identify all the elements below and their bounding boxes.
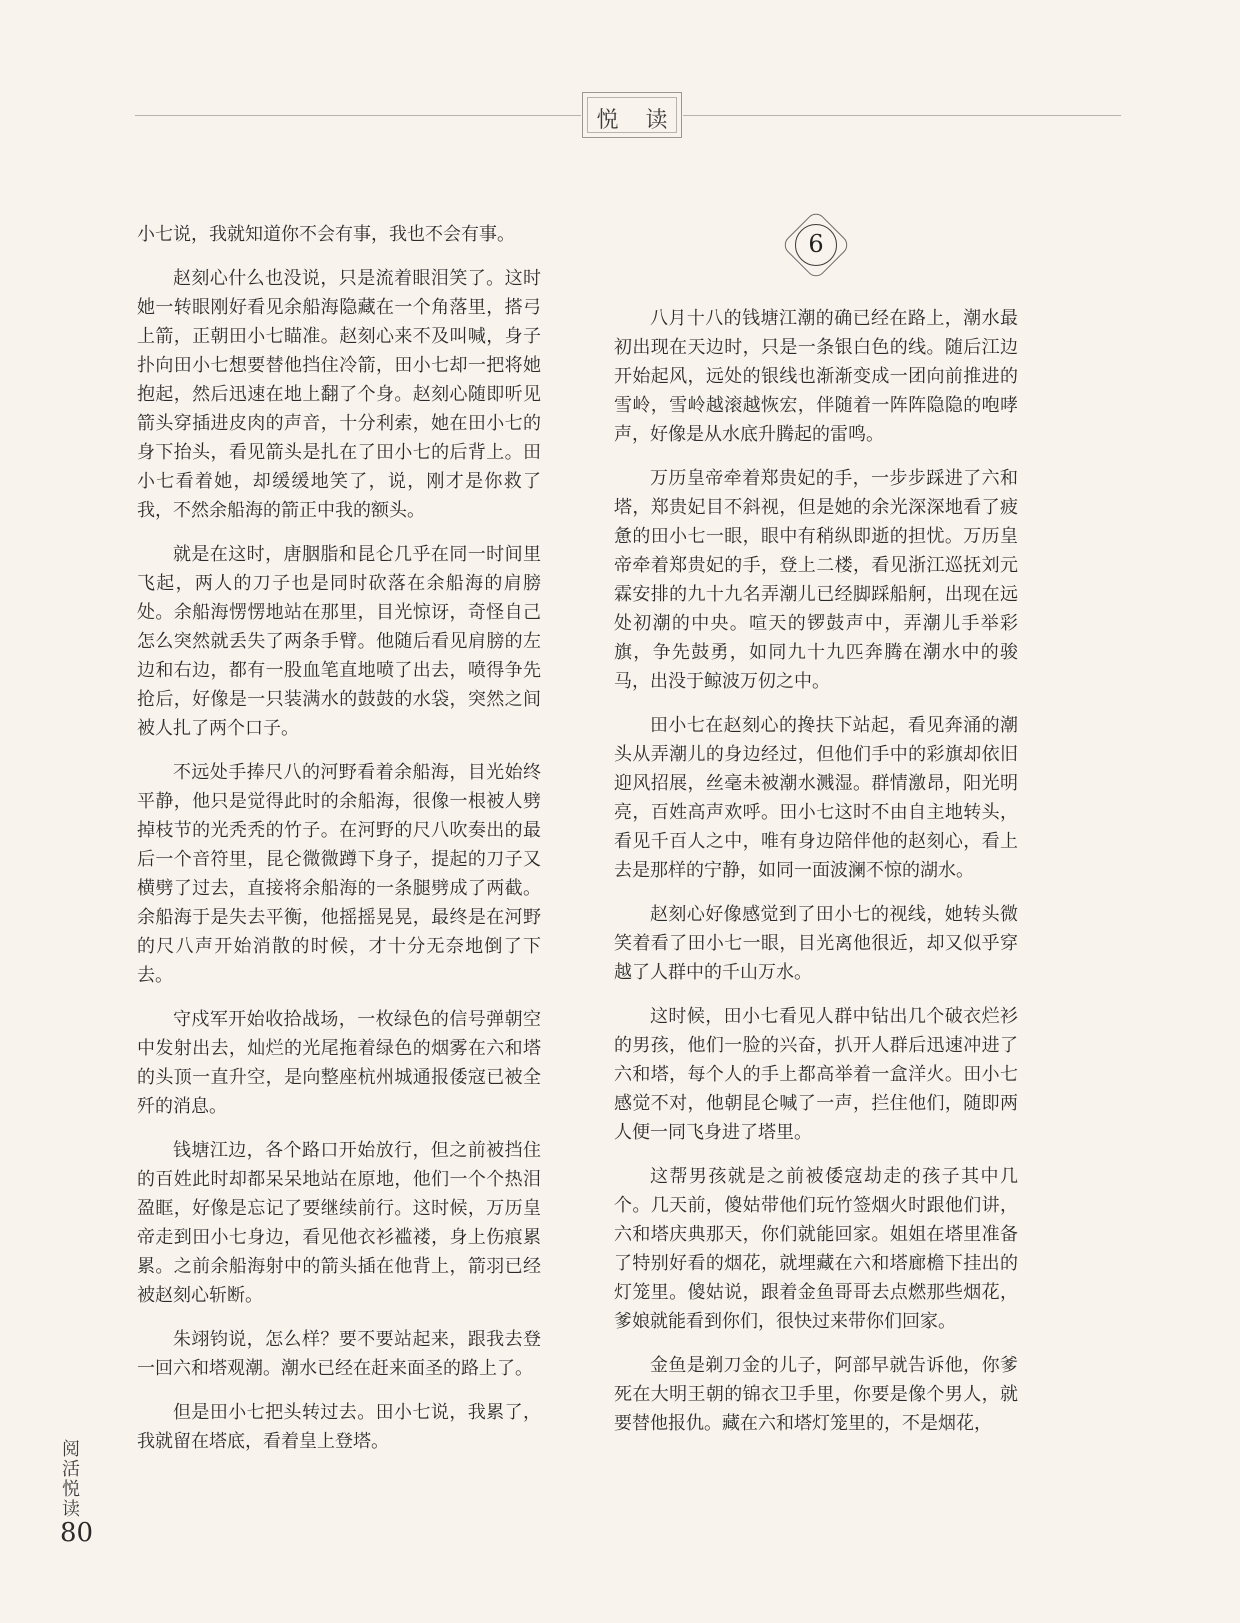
paragraph: 这帮男孩就是之前被倭寇劫走的孩子其中几个。几天前，傻姑带他们玩竹签烟火时跟他们讲，六和塔庆典那天，你们就能回家。姐姐在塔里准备了特别好看的烟花，就埋藏在六和塔廊檐下挂出的灯笼里。傻姑说，跟着金鱼哥哥去点燃那些烟花，爹娘就能看到你们，很快过来带你们回家。 (614, 1166, 1018, 1332)
paragraph: 小七说，我就知道你不会有事，我也不会有事。 (137, 224, 515, 245)
paragraph: 这时候，田小七看见人群中钻出几个破衣烂衫的男孩，他们一脸的兴奋，扒开人群后迅速冲进了六和塔，每个人的手上都高举着一盒洋火。田小七感觉不对，他朝昆仑喊了一声，拦住他们，随即两人便一同飞身进了塔里。 (614, 1006, 1018, 1143)
section-title: 悦 读 (596, 108, 678, 133)
paragraph: 守戍军开始收拾战场，一枚绿色的信号弹朝空中发射出去，灿烂的光尾拖着绿色的烟雾在六和塔的头顶一直升空，是向整座杭州城通报倭寇已被全歼的消息。 (137, 1009, 541, 1117)
paragraph: 但是田小七把头转过去。田小七说，我累了，我就留在塔底，看着皇上登塔。 (137, 1402, 541, 1452)
section-header-box (582, 92, 682, 138)
paragraph: 金鱼是剃刀金的儿子，阿部早就告诉他，你爹死在大明王朝的锦衣卫手里，你要是像个男人，就要替他报仇。藏在六和塔灯笼里的，不是烟花， (614, 1355, 1018, 1434)
right-column (614, 220, 1018, 1453)
paragraph: 不远处手捧尺八的河野看着余船海，目光始终平静，他只是觉得此时的余船海，很像一根被人劈掉枝节的光秃秃的竹子。在河野的尺八吹奏出的最后一个音符里，昆仑微微蹲下身子，提起的刀子又横劈了过去，直接将余船海的一条腿劈成了两截。余船海于是失去平衡，他摇摇晃晃，最终是在河野的尺八声开始消散的时候，才十分无奈地倒了下去。 (137, 762, 541, 986)
left-column (137, 220, 541, 1471)
header-rule-right (683, 115, 1121, 116)
paragraph: 钱塘江边，各个路口开始放行，但之前被挡住的百姓此时却都呆呆地站在原地，他们一个个热泪盈眶，好像是忘记了要继续前行。这时候，万历皇帝走到田小七身边，看见他衣衫褴褛，身上伤痕累累。之前余船海射中的箭头插在他背上，箭羽已经被赵刻心斩断。 (137, 1140, 541, 1306)
magazine-section-label: 阅活悦读 (62, 1439, 80, 1520)
paragraph: 赵刻心什么也没说，只是流着眼泪笑了。这时她一转眼刚好看见余船海隐藏在一个角落里，搭弓上箭，正朝田小七瞄准。赵刻心来不及叫喊，身子扑向田小七想要替他挡住冷箭，田小七却一把将她抱起，然后迅速在地上翻了个身。赵刻心随即听见箭头穿插进皮肉的声音，十分利索，她在田小七的身下抬头，看见箭头是扎在了田小七的后背上。田小七看着她，却缓缓地笑了，说，刚才是你救了我，不然余船海的箭正中我的额头。 (137, 268, 541, 521)
paragraph: 万历皇帝牵着郑贵妃的手，一步步踩进了六和塔，郑贵妃目不斜视，但是她的余光深深地看了疲惫的田小七一眼，眼中有稍纵即逝的担忧。万历皇帝牵着郑贵妃的手，登上二楼，看见浙江巡抚刘元霖安排的九十九名弄潮儿已经脚踩船舸，出现在远处初潮的中央。喧天的锣鼓声中，弄潮儿手举彩旗，争先鼓勇，如同九十九匹奔腾在潮水中的骏马，出没于鲸波万仞之中。 (614, 468, 1018, 692)
paragraph: 就是在这时，唐胭脂和昆仑几乎在同一时间里飞起，两人的刀子也是同时砍落在余船海的肩膀处。余船海愣愣地站在那里，目光惊讶，奇怪自己怎么突然就丢失了两条手臂。他随后看见肩膀的左边和右边，都有一股血笔直地喷了出去，喷得争先抢后，好像是一只装满水的鼓鼓的水袋，突然之间被人扎了两个口子。 (137, 544, 541, 739)
paragraph: 八月十八的钱塘江潮的确已经在路上，潮水最初出现在天边时，只是一条银白色的线。随后江边开始起风，远处的银线也渐渐变成一团向前推进的雪岭，雪岭越滚越恢宏，伴随着一阵阵隐隐的咆哮声，好像是从水底升腾起的雷鸣。 (614, 308, 1018, 445)
paragraph: 田小七在赵刻心的搀扶下站起，看见奔涌的潮头从弄潮儿的身边经过，但他们手中的彩旗却依旧迎风招展，丝毫未被潮水溅湿。群情激昂，阳光明亮，百姓高声欢呼。田小七这时不由自主地转头，看见千百人之中，唯有身边陪伴他的赵刻心，看上去是那样的宁静，如同一面波澜不惊的湖水。 (614, 715, 1018, 881)
header-rule-left (135, 115, 581, 116)
paragraph: 赵刻心好像感觉到了田小七的视线，她转头微笑着看了田小七一眼，目光离他很近，却又似乎穿越了人群中的千山万水。 (614, 904, 1018, 983)
chapter-number-badge: 6 (795, 224, 837, 266)
page-number: 80 (60, 1518, 94, 1548)
paragraph: 朱翊钧说，怎么样？要不要站起来，跟我去登一回六和塔观潮。潮水已经在赶来面圣的路上了。 (137, 1329, 541, 1379)
